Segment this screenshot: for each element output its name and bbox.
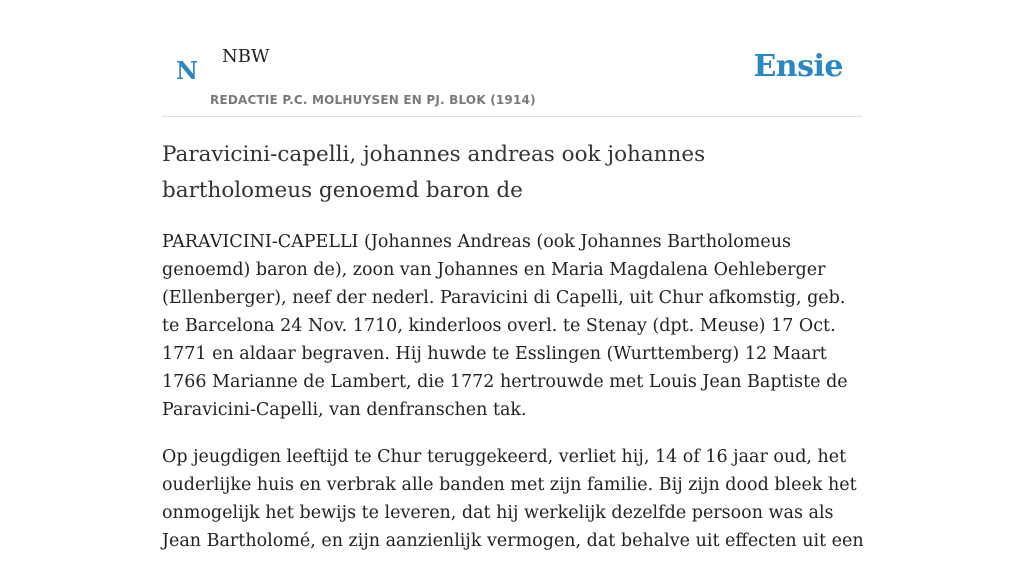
brand-logo[interactable]: Ensie bbox=[753, 49, 843, 84]
source-editor: REDACTIE P.C. MOLHUYSEN EN PJ. BLOK (1914) bbox=[210, 93, 536, 107]
source-name-link[interactable]: NBW bbox=[222, 46, 270, 67]
article-paragraph: PARAVICINI-CAPELLI (Johannes Andreas (ook Johannes Bartholomeus genoemd) baron de), zoon van Johannes en Maria Magdalena Oehleberger (Ellenberger), neef der nederl. Paravicini di Capelli, uit Chur afkomstig, geb. te Barcelona 24 Nov. 1710, kinderloos overl. te Stenay (dpt. Meuse) 17 Oct. 1771 en aldaar begraven. Hij huwde te Esslingen (Wurttemberg) 12 Maart 1766 Marianne de Lambert, die 1772 hertrouwde met Louis Jean Baptiste de Paravicini-Capelli, van denfranschen tak. bbox=[162, 232, 848, 420]
article-title: Paravicini-capelli, johannes andreas ook johannes bartholomeus genoemd baron de bbox=[162, 142, 706, 203]
source-logo-icon[interactable]: N bbox=[176, 56, 198, 85]
article-paragraph: Op jeugdigen leeftijd te Chur teruggekeerd, verliet hij, 14 of 16 jaar oud, het ouderlijke huis en verbrak alle banden met zijn familie. Bij zijn dood bleek het onmogelijk het bewijs te leveren, dat hij werkelijk dezelfde persoon was als Jean Bartholomé, en zijn aanzienlijk vermogen, dat behalve uit effecten uit een bbox=[162, 447, 864, 551]
source-header bbox=[162, 0, 862, 117]
article-body bbox=[162, 228, 864, 574]
